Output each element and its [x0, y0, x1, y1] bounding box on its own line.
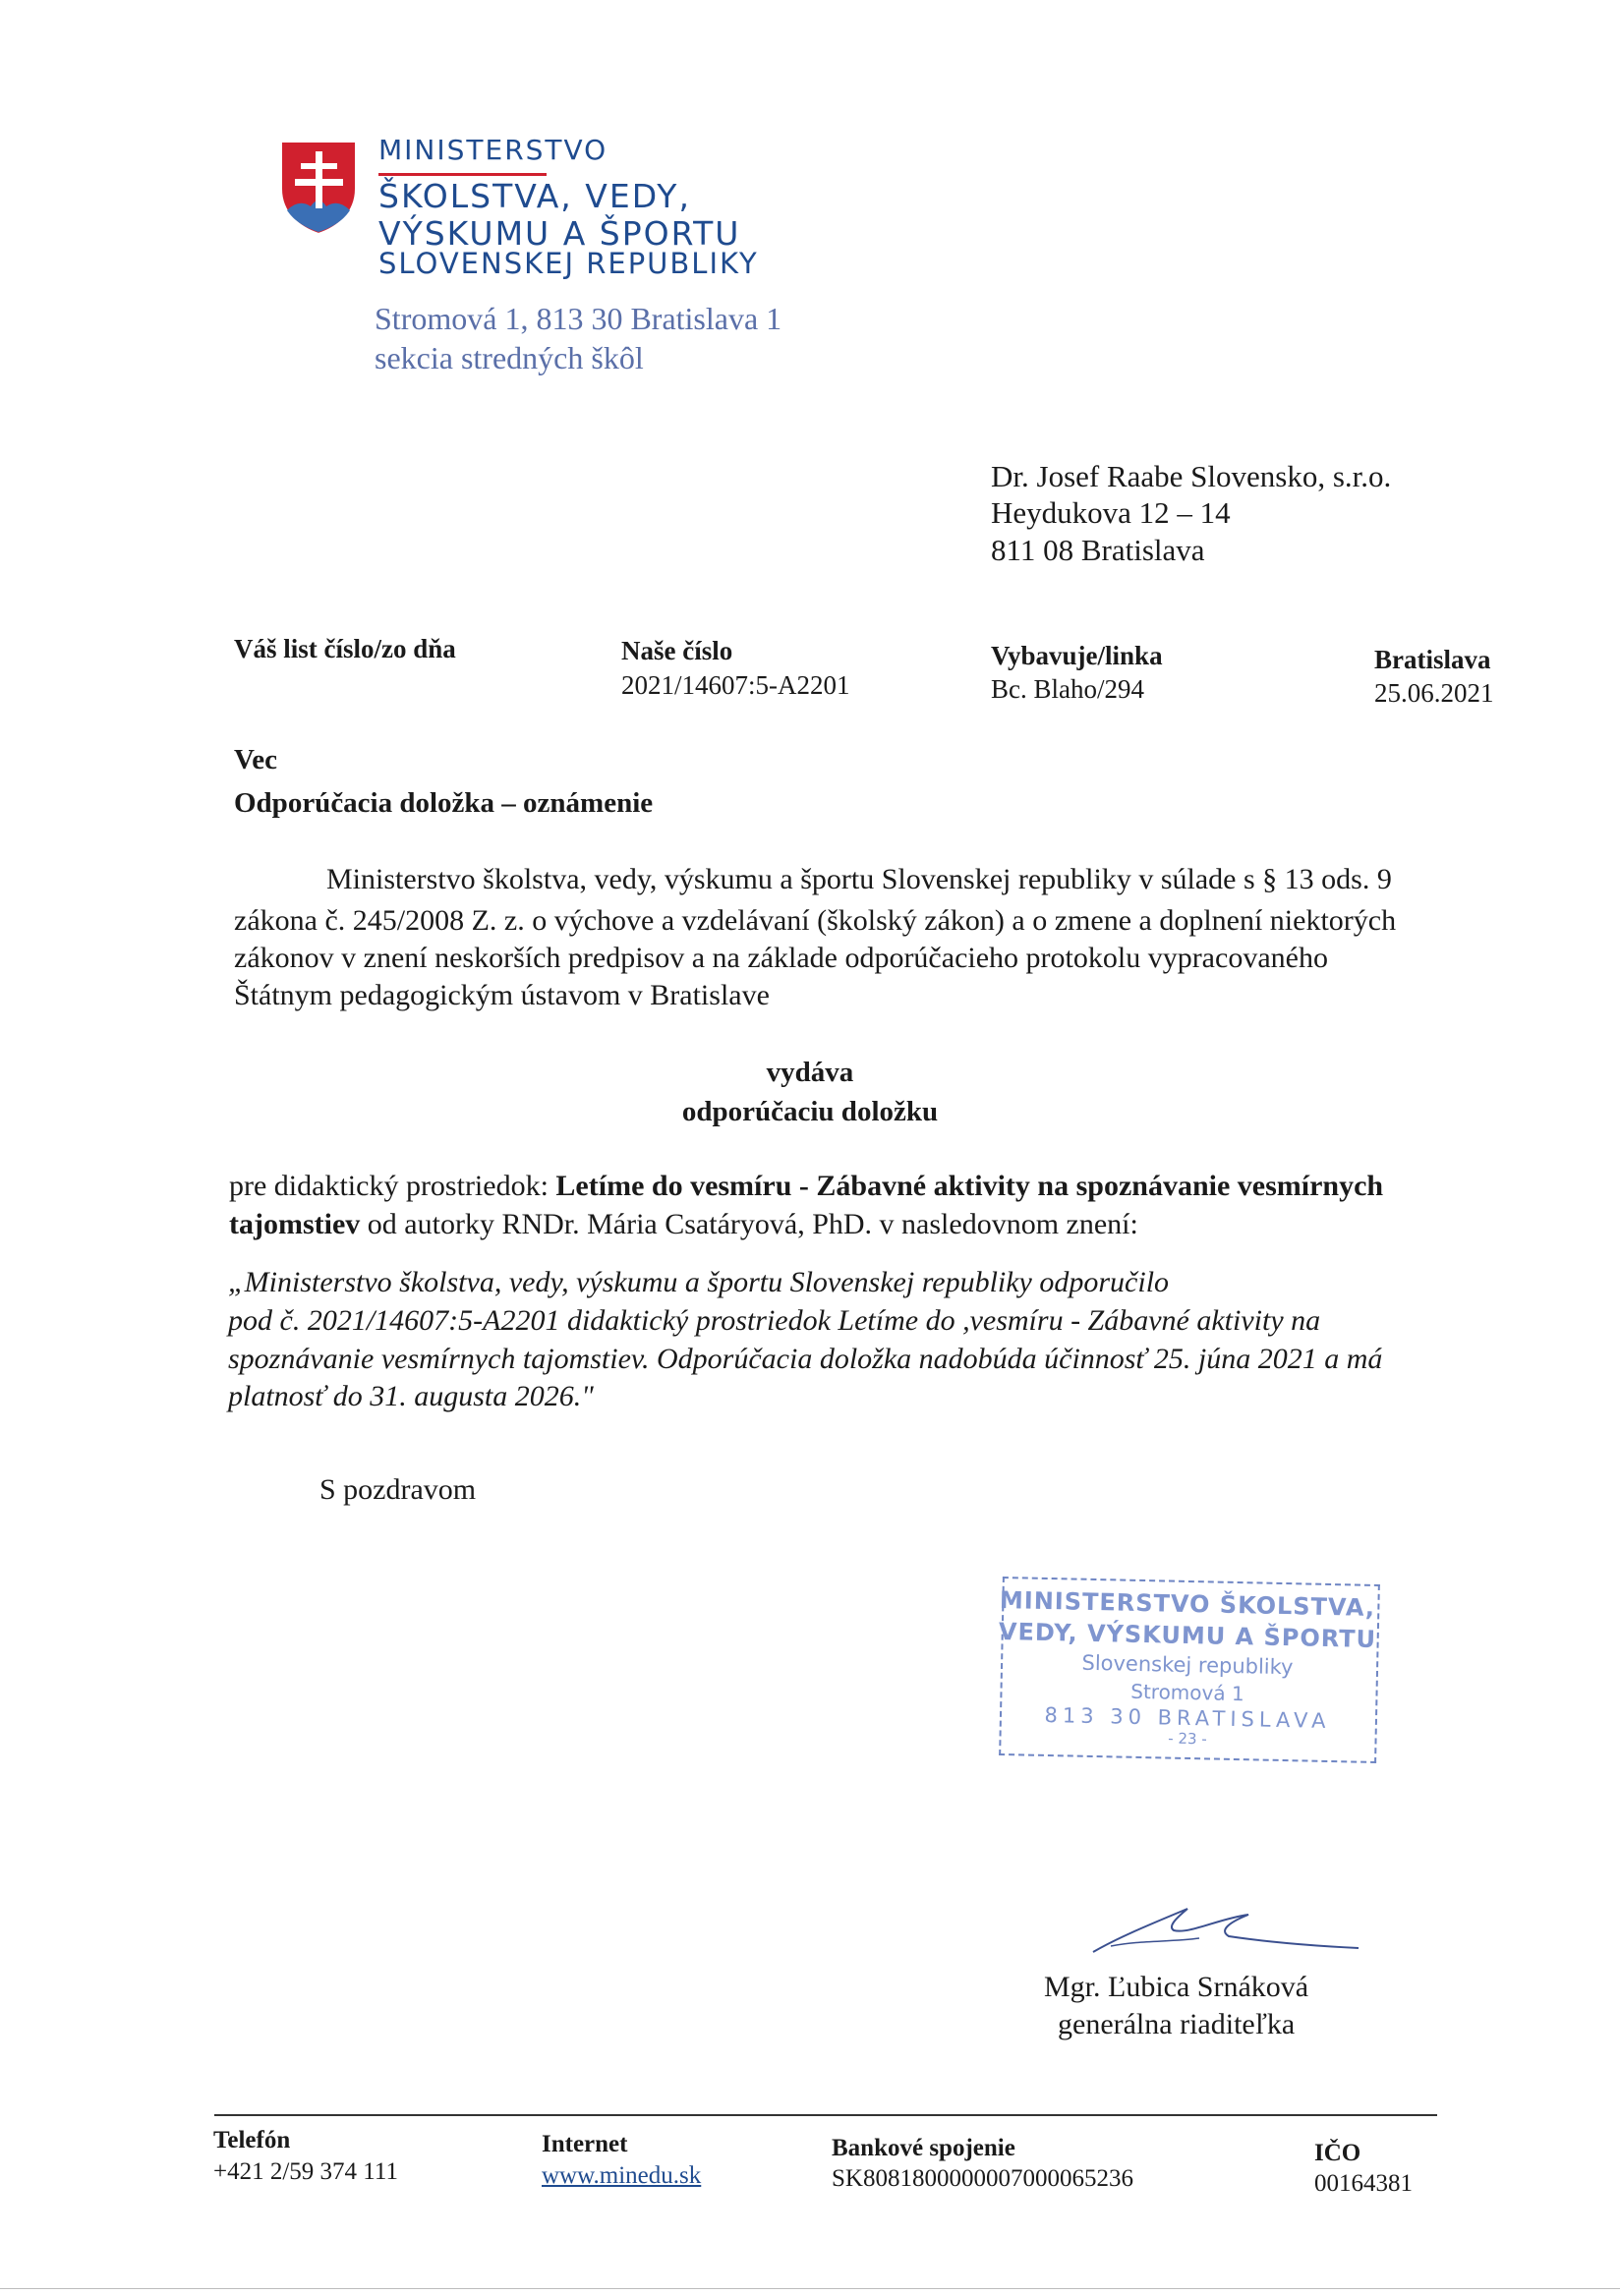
handwritten-signature	[1081, 1897, 1366, 1976]
intro-line-4: Štátnym pedagogickým ústavom v Bratislave	[234, 979, 770, 1011]
ministry-name-line-2: ŠKOLSTVA, VEDY,	[378, 177, 691, 215]
footer-website-link[interactable]: www.minedu.sk	[542, 2162, 702, 2189]
footer-ico: 00164381	[1314, 2170, 1413, 2197]
footer-divider	[214, 2114, 1437, 2116]
stamp-line-5: 813 30 BRATISLAVA	[1044, 1702, 1331, 1734]
ministry-name-line-3: VÝSKUMU A ŠPORTU	[378, 214, 741, 253]
didactic-tool-line-2	[229, 1208, 1138, 1241]
quote-line-3: spoznávanie vesmírnych tajomstiev. Odporúčacia doložka nadobúda účinnosť 25. júna 2021 a má	[228, 1343, 1383, 1375]
didactic-tool-prefix: pre didaktický prostriedok:	[229, 1170, 549, 1202]
date-value: 25.06.2021	[1374, 678, 1494, 708]
our-number-value: 2021/14607:5-A2201	[621, 670, 850, 700]
footer-phone: +421 2/59 374 111	[213, 2158, 398, 2185]
signatory-role: generálna riaditeľka	[1058, 2008, 1296, 2040]
our-number-label: Naše číslo	[621, 636, 733, 665]
footer-ico-label: IČO	[1314, 2140, 1361, 2166]
handled-by-label: Vybavuje/linka	[991, 641, 1163, 670]
footer-phone-label: Telefón	[213, 2127, 291, 2153]
your-letter-label: Váš list číslo/zo dňa	[234, 634, 456, 663]
subject-label: Vec	[234, 744, 278, 775]
footer-bank-account: SK8081800000007000065236	[832, 2165, 1133, 2192]
recipient-city: 811 08 Bratislava	[991, 533, 1205, 567]
ministry-section: sekcia stredných škôl	[375, 340, 644, 375]
stamp-line-3: Slovenskej republiky	[1081, 1650, 1294, 1680]
official-stamp	[993, 1573, 1386, 1769]
ministry-name-line-1: MINISTERSTVO	[378, 134, 608, 166]
stamp-line-6: - 23 -	[1168, 1729, 1207, 1749]
stamp-line-4: Stromová 1	[1130, 1679, 1244, 1706]
quote-line-2: pod č. 2021/14607:5-A2201 didaktický prostriedok Letíme do ,vesmíru - Zábavné aktivity na	[228, 1304, 1321, 1337]
recipient-name: Dr. Josef Raabe Slovensko, s.r.o.	[991, 459, 1392, 493]
quote-line-4: platnosť do 31. augusta 2026."	[228, 1380, 594, 1412]
page-bottom-edge	[0, 2288, 1620, 2289]
footer-internet-label: Internet	[542, 2131, 628, 2157]
ministry-name-line-4: SLOVENSKEJ REPUBLIKY	[378, 247, 759, 280]
footer-bank-label: Bankové spojenie	[832, 2135, 1015, 2161]
closing-greeting: S pozdravom	[319, 1473, 477, 1506]
slovak-coat-of-arms-icon	[277, 138, 360, 236]
issues-what-heading: odporúčaciu doložku	[681, 1096, 939, 1127]
signatory-name: Mgr. Ľubica Srnáková	[1044, 1971, 1309, 2003]
stamp-line-2: VEDY, VÝSKUMU A ŠPORTU	[998, 1617, 1377, 1654]
didactic-tool-line-1	[229, 1170, 1383, 1203]
ministry-divider	[378, 173, 547, 176]
issues-heading: vydáva	[766, 1057, 854, 1088]
ministry-address: Stromová 1, 813 30 Bratislava 1	[375, 301, 782, 336]
didactic-tool-title-part-2: tajomstiev	[229, 1208, 361, 1240]
recipient-street: Heydukova 12 – 14	[991, 495, 1231, 530]
stamp-line-1: MINISTERSTVO ŠKOLSTVA,	[999, 1586, 1376, 1622]
quote-line-1: „Ministerstvo školstva, vedy, výskumu a športu Slovenskej republiky odporučilo	[228, 1266, 1170, 1298]
place-label: Bratislava	[1374, 645, 1491, 674]
handled-by-value: Bc. Blaho/294	[991, 674, 1144, 704]
didactic-tool-title-part-1: Letíme do vesmíru - Zábavné aktivity na spoznávanie vesmírnych	[555, 1170, 1384, 1202]
subject-title: Odporúčacia doložka – oznámenie	[234, 787, 654, 819]
intro-line-3: zákonov v znení neskorších predpisov a na základe odporúčacieho protokolu vypracovaného	[234, 942, 1328, 974]
didactic-tool-author: od autorky RNDr. Mária Csatáryová, PhD. v nasledovnom znení:	[367, 1208, 1138, 1240]
intro-line-2: zákona č. 245/2008 Z. z. o výchove a vzdelávaní (školský zákon) a o zmene a doplnení niektorých	[234, 904, 1397, 937]
intro-line-1: Ministerstvo školstva, vedy, výskumu a športu Slovenskej republiky v súlade s § 13 ods. 9	[326, 863, 1392, 895]
